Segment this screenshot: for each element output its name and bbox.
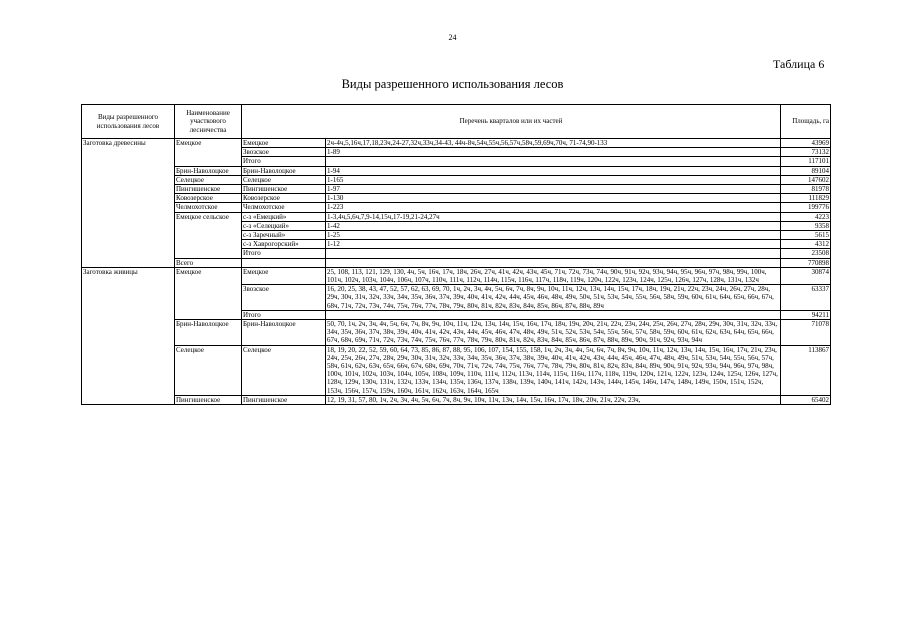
sub-district-cell: с-з Заречный» [242, 231, 326, 240]
sub-district-cell: Ковозерское [242, 194, 326, 203]
quarters-cell: 1-25 [326, 231, 781, 240]
quarters-cell: 1-89 [326, 148, 781, 157]
quarters-cell: 12, 19, 31, 57, 80, 1ч, 2ч, 3ч, 4ч, 5ч, 6ч, 7ч, 8ч, 9ч, 10ч, 11ч, 13ч, 14ч, 15ч, 16ч, 17ч, 18ч, 20ч, 21ч, 22ч, 23ч, [326, 395, 781, 404]
table-header-row [82, 105, 831, 139]
area-cell: 73132 [781, 148, 831, 157]
quarters-cell: 1-94 [326, 166, 781, 175]
area-cell: 30874 [781, 267, 831, 284]
quarters-cell: 50, 70, 1ч, 2ч, 3ч, 4ч, 5ч, 6ч, 7ч, 8ч, 9ч, 10ч, 11ч, 12ч, 13ч, 14ч, 15ч, 16ч, 17ч, 18ч, 19ч, 20ч, 21ч, 22ч, 23ч, 24ч, 25ч, 26ч, 27ч, 28ч, 29ч, 30ч, 31ч, 32ч, 33ч, 34ч, 35ч, 36ч, 37ч, 38ч, 39ч, 40ч, 41ч, 42ч, 43ч, 44ч, 45ч, 46ч, 47ч, 48ч, 49ч, 51ч, 52ч, 53ч, 54ч, 55ч, 56ч, 57ч, 58ч, 59ч, 60ч, 61ч, 62ч, 63ч, 64ч, 65ч, 66ч, 67ч, 68ч, 69ч, 71ч, 72ч, 73ч, 74ч, 75ч, 76ч, 77ч, 78ч, 79ч, 80ч, 81ч, 82ч, 83ч, 84ч, 85ч, 86ч, 87ч, 88ч, 89ч, 90ч, 91ч, 92ч, 93ч, 94ч [326, 320, 781, 346]
sub-district-cell: Емецкое [242, 267, 326, 284]
quarters-cell: 18, 19, 20, 22, 52, 59, 60, 64, 73, 85, 86, 87, 88, 95, 106, 107, 154, 155, 158, 1ч, 2ч, 3ч, 4ч, 5ч, 6ч, 7ч, 8ч, 9ч, 10ч, 11ч, 12ч, 13ч, 14ч, 15ч, 16ч, 17ч, 21ч, 23ч, 24ч, 25ч, 26ч, 27ч, 28ч, 29ч, 30ч, 31ч, 32ч, 33ч, 34ч, 35ч, 36ч, 37ч, 38ч, 39ч, 40ч, 41ч, 42ч, 43ч, 44ч, 45ч, 46ч, 47ч, 48ч, 49ч, 51ч, 53ч, 54ч, 55ч, 56ч, 57ч, 58ч, 61ч, 62ч, 63ч, 65ч, 66ч, 67ч, 68ч, 69ч, 70ч, 71ч, 72ч, 74ч, 75ч, 76ч, 77ч, 78ч, 79ч, 80ч, 81ч, 82ч, 83ч, 84ч, 89ч, 90ч, 91ч, 92ч, 93ч, 94ч, 96ч, 97ч, 98ч, 100ч, 101ч, 102ч, 103ч, 104ч, 105ч, 108ч, 109ч, 110ч, 111ч, 112ч, 113ч, 114ч, 115ч, 116ч, 117ч, 118ч, 119ч, 120ч, 121ч, 122ч, 123ч, 124ч, 125ч, 126ч, 127ч, 128ч, 129ч, 130ч, 131ч, 132ч, 133ч, 134ч, 135ч, 136ч, 137ч, 138ч, 139ч, 140ч, 141ч, 142ч, 143ч, 144ч, 145ч, 146ч, 147ч, 148ч, 149ч, 150ч, 151ч, 152ч, 153ч, 156ч, 157ч, 159ч, 160ч, 161ч, 162ч, 163ч, 164ч, 165ч [326, 345, 781, 395]
quarters-cell: 1-223 [326, 203, 781, 212]
district-cell: Емецкое [175, 139, 242, 167]
quarters-cell: 1-130 [326, 194, 781, 203]
sub-district-cell: Емецкое [242, 139, 326, 148]
use-type-cell: Заготовка живицы [82, 267, 175, 404]
sub-district-cell: с-з «Емецкий» [242, 212, 326, 221]
quarters-cell: 1-12 [326, 240, 781, 249]
header-quarters: Перечень кварталов или их частей [242, 105, 781, 139]
total-empty-cell [242, 258, 326, 267]
district-cell: Челмохотское [175, 203, 242, 212]
total-row [82, 258, 831, 267]
quarters-cell [326, 249, 781, 258]
sub-district-cell: Брин-Наволоцкое [242, 320, 326, 346]
district-cell: Селецкое [175, 175, 242, 184]
sub-district-cell: Пингишенское [242, 395, 326, 404]
area-cell: 4312 [781, 240, 831, 249]
sub-district-cell: Селецкое [242, 175, 326, 184]
area-cell: 94211 [781, 310, 831, 319]
area-cell: 199776 [781, 203, 831, 212]
area-cell: 117101 [781, 157, 831, 166]
district-cell: Брин-Наволоцкое [175, 166, 242, 175]
table-row [82, 194, 831, 203]
area-cell: 43969 [781, 139, 831, 148]
sub-district-cell: Селецкое [242, 345, 326, 395]
table-label: Таблица 6 [773, 57, 825, 71]
total-empty-cell [326, 258, 781, 267]
table-row [82, 166, 831, 175]
quarters-cell [326, 310, 781, 319]
sub-district-cell: Итого [242, 310, 326, 319]
area-cell: 63337 [781, 285, 831, 311]
district-cell: Ковозерское [175, 194, 242, 203]
sub-district-cell: с-з «Селецкий» [242, 221, 326, 230]
table-row [82, 185, 831, 194]
area-cell: 5615 [781, 231, 831, 240]
quarters-cell: 1-42 [326, 221, 781, 230]
table-row [82, 320, 831, 346]
table-row [82, 395, 831, 404]
sub-district-cell: Брин-Наволоцкое [242, 166, 326, 175]
table-row [82, 203, 831, 212]
table-body [82, 139, 831, 405]
area-cell: 9358 [781, 221, 831, 230]
quarters-cell: 2ч-4ч,5,16ч,17,18,23ч,24-27,32ч,33ч,34-43, 44ч-8ч,54ч,55ч,56,57ч,58ч,59,69ч,70ч, 71-74,90-133 [326, 139, 781, 148]
area-cell: 23508 [781, 249, 831, 258]
total-area-cell: 770898 [781, 258, 831, 267]
quarters-cell: 1-3,4ч,5,6ч,7,9-14,15ч,17-19,21-24,27ч [326, 212, 781, 221]
district-cell: Емецкое [175, 267, 242, 319]
table-row [82, 175, 831, 184]
header-district: Наименование участкового лесничества [175, 105, 242, 139]
area-cell: 113867 [781, 345, 831, 395]
quarters-cell: 1-97 [326, 185, 781, 194]
quarters-cell [326, 157, 781, 166]
sub-district-cell: Итого [242, 157, 326, 166]
sub-district-cell: Итого [242, 249, 326, 258]
area-cell: 4223 [781, 212, 831, 221]
sub-district-cell: Звозское [242, 148, 326, 157]
area-cell: 65402 [781, 395, 831, 404]
table-row [82, 267, 831, 284]
district-cell: Селецкое [175, 345, 242, 395]
district-cell: Брин-Наволоцкое [175, 320, 242, 346]
quarters-cell: 25, 108, 113, 121, 129, 130, 4ч, 5ч, 16ч, 17ч, 18ч, 26ч, 27ч, 41ч, 42ч, 43ч, 45ч, 71ч, 72ч, 73ч, 74ч, 90ч, 91ч, 92ч, 93ч, 94ч, 95ч, 96ч, 97ч, 98ч, 99ч, 100ч, 101ч, 102ч, 103ч, 104ч, 106ч, 107ч, 110ч, 111ч, 112ч, 114ч, 115ч, 116ч, 117ч, 118ч, 119ч, 120ч, 122ч, 123ч, 124ч, 125ч, 126ч, 127ч, 128ч, 131ч, 132ч [326, 267, 781, 284]
quarters-cell: 16, 20, 25, 38, 43, 47, 52, 57, 62, 63, 69, 70, 1ч, 2ч, 3ч, 4ч, 5ч, 6ч, 7ч, 8ч, 9ч, 10ч, 11ч, 12ч, 13ч, 14ч, 15ч, 17ч, 18ч, 19ч, 21ч, 22ч, 23ч, 24ч, 26ч, 27ч, 28ч, 29ч, 30ч, 31ч, 32ч, 33ч, 34ч, 35ч, 36ч, 37ч, 39ч, 40ч, 41ч, 42ч, 44ч, 45ч, 46ч, 48ч, 49ч, 50ч, 51ч, 53ч, 54ч, 55ч, 56ч, 58ч, 59ч, 60ч, 61ч, 64ч, 65ч, 66ч, 67ч, 68ч, 71ч, 72ч, 73ч, 74ч, 75ч, 76ч, 77ч, 78ч, 79ч, 80ч, 81ч, 82ч, 83ч, 84ч, 85ч, 86ч, 87ч, 88ч, 89ч [326, 285, 781, 311]
area-cell: 71078 [781, 320, 831, 346]
page-number: 24 [448, 33, 457, 42]
area-cell: 89104 [781, 166, 831, 175]
area-cell: 81978 [781, 185, 831, 194]
forest-use-table [81, 104, 831, 405]
total-label-cell: Всего [175, 258, 242, 267]
table-row [82, 212, 831, 221]
district-cell: Пингишенское [175, 395, 242, 404]
header-use-type: Виды разрешенного использования лесов [82, 105, 175, 139]
area-cell: 147602 [781, 175, 831, 184]
use-type-cell: Заготовка древесины [82, 139, 175, 268]
sub-district-cell: Звозское [242, 285, 326, 311]
quarters-cell: 1-165 [326, 175, 781, 184]
district-cell: Пингишенское [175, 185, 242, 194]
document-title: Виды разрешенного использования лесов [341, 77, 564, 91]
header-area: Площадь, га [781, 105, 831, 139]
table-row [82, 345, 831, 395]
area-cell: 111829 [781, 194, 831, 203]
sub-district-cell: Пингишенское [242, 185, 326, 194]
district-cell: Емецкое сельское [175, 212, 242, 258]
sub-district-cell: с-з Хаврогорский» [242, 240, 326, 249]
sub-district-cell: Челмохотское [242, 203, 326, 212]
table-row [82, 139, 831, 148]
